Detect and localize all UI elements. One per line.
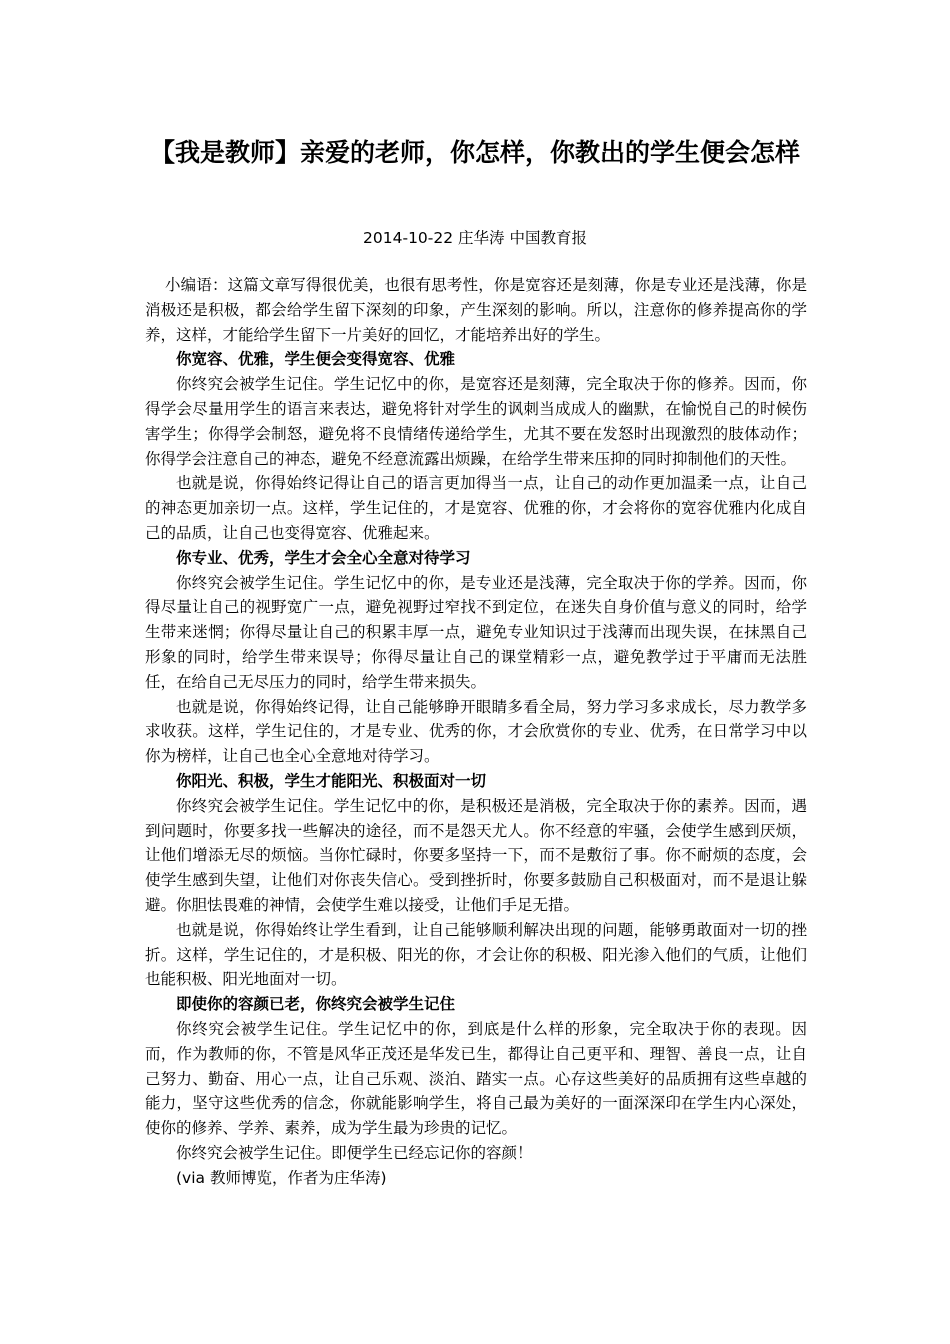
section-heading: 你专业、优秀，学生才会全心全意对待学习 [176,548,471,567]
paragraph: 你终究会被学生记住。学生记忆中的你，到底是什么样的形象，完全取决于你的表现。因而，作为教师的你，不管是风华正茂还是华发已生，都得让自己更平和、理智、善良一点，让自己努力、勤奋、用心一点，让自己乐观、淡泊、踏实一点。心存这些美好的品质拥有这些卓越的能力，坚守这些优秀的信念，你就能影响学生，将自己最为美好的一面深深印在学生内心深处，使你的修养、学养、素养，成为学生最为珍贵的记忆。 [145,1019,807,1138]
paragraph: 也就是说，你得始终记得让自己的语言更加得当一点，让自己的动作更加温柔一点，让自己的神态更加亲切一点。这样，学生记住的，才是宽容、优雅的你，才会将你的宽容优雅内化成自己的品质，让自己也变得宽容、优雅起来。 [145,474,807,542]
section-heading: 即使你的容颜已老，你终究会被学生记住 [176,995,456,1014]
article-title: 【我是教师】亲爱的老师，你怎样，你教出的学生便会怎样 [149,138,800,167]
paragraph: 你终究会被学生记住。即便学生已经忘记你的容颜！ [176,1143,533,1162]
paragraph: 也就是说，你得始终让学生看到，让自己能够顺利解决出现的问题，能够勇敢面对一切的挫折。这样，学生记住的，才是积极、阳光的你，才会让你的积极、阳光渗入他们的气质，让他们也能积极、阳光地面对一切。 [145,920,807,989]
section-heading: 你阳光、积极，学生才能阳光、积极面对一切 [176,771,487,790]
paragraph: 也就是说，你得始终记得，让自己能够睁开眼睛多看全局，努力学习多求成长，尽力教学多求收获。这样，学生记住的，才是专业、优秀的你，才会欣赏你的专业、优秀，在日常学习中以你为榜样，让自己也全心全意地对待学习。 [145,697,807,766]
paragraph: 你终究会被学生记住。学生记忆中的你，是宽容还是刻薄，完全取决于你的修养。因而，你得学会尽量用学生的语言来表达，避免将针对学生的讽刺当成成人的幽默，在愉悦自己的时候伤害学生；你得学会制怒，避免将不良情绪传递给学生，尤其不要在发怒时出现激烈的肢体动作；你得学会注意自己的神态，避免不经意流露出烦躁，在给学生带来压抑的同时抑制他们的天性。 [145,375,807,468]
source-credit: (via 教师博览，作者为庄华涛) [176,1168,387,1187]
paragraph: 你终究会被学生记住。学生记忆中的你，是积极还是消极，完全取决于你的素养。因而，遇到问题时，你要多找一些解决的途径，而不是怨天尤人。你不经意的牢骚，会使学生感到厌烦，让他们增添无尽的烦恼。当你忙碌时，你要多坚持一下，而不是敷衍了事。你不耐烦的态度，会使学生感到失望，让他们对你丧失信心。受到挫折时，你要多鼓励自己积极面对，而不是退让躲避。你胆怯畏难的神情，会使学生难以接受，让他们手足无措。 [145,796,807,914]
article-body [145,273,807,1190]
editor-note: 小编语：这篇文章写得很优美，也很有思考性，你是宽容还是刻薄，你是专业还是浅薄，你是消极还是积极，都会给学生留下深刻的印象，产生深刻的影响。所以，注意你的修养提高你的学养，这样，才能给学生留下一片美好的回忆，才能培养出好的学生。 [145,276,807,344]
article-meta: 2014-10-22 庄华涛 中国教育报 [363,229,587,247]
section-heading: 你宽容、优雅，学生便会变得宽容、优雅 [176,350,456,369]
paragraph: 你终究会被学生记住。学生记忆中的你，是专业还是浅薄，完全取决于你的学养。因而，你得尽量让自己的视野宽广一点，避免视野过窄找不到定位，在迷失自身价值与意义的同时，给学生带来迷惘；你得尽量让自己的积累丰厚一点，避免专业知识过于浅薄而出现失误，在抹黑自己形象的同时，给学生带来误导；你得尽量让自己的课堂精彩一点，避免教学过于平庸而无法胜任，在给自己无尽压力的同时，给学生带来损失。 [145,573,807,691]
